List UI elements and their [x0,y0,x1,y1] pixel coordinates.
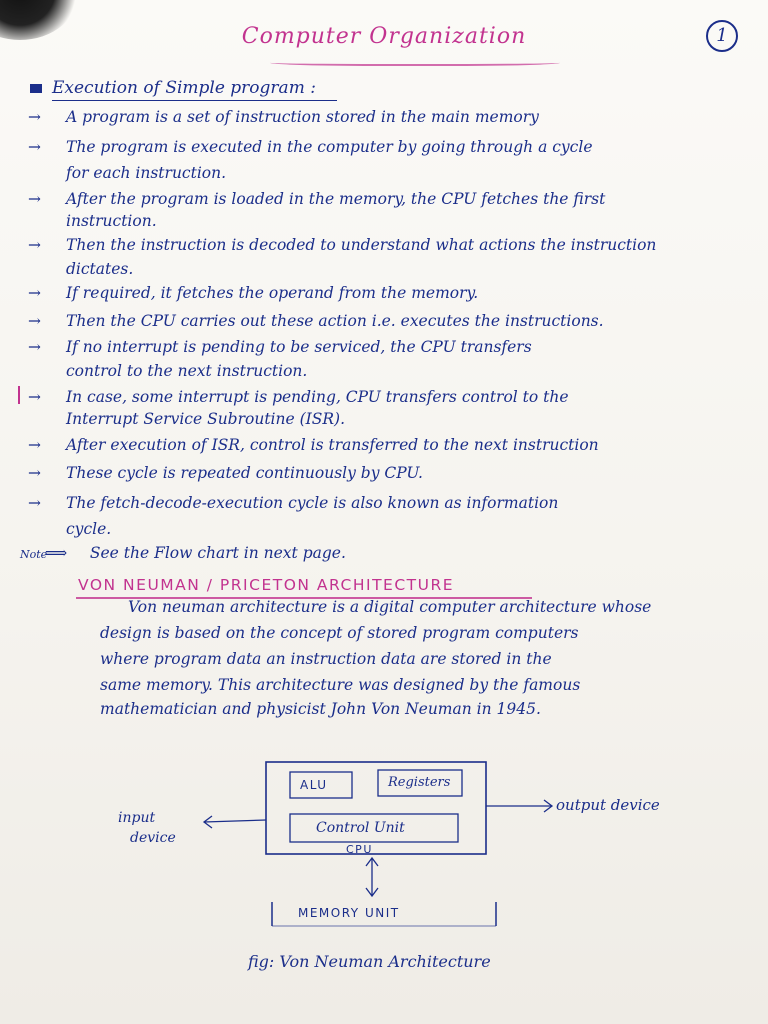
figure-caption: fig: Von Neuman Architecture [248,952,491,971]
bullet-line [28,212,157,230]
bullet-line [28,190,605,208]
bullet-text: for each instruction. [66,164,227,182]
paragraph-line: mathematician and physicist John Von Neuman in 1945. [100,700,541,718]
registers-label: Registers [388,775,451,790]
bullet-text: In case, some interrupt is pending, CPU transfers control to the [66,388,569,406]
bullet-text: Then the instruction is decoded to understand what actions the instruction [66,236,657,254]
cpu-memory-arrowhead-down [366,888,378,896]
bullet-line [28,284,478,302]
bullet-text: cycle. [66,520,112,538]
bullet-line [28,520,111,538]
bullet-line [28,464,423,482]
heading-bullet-icon [30,84,42,93]
bullet-text: instruction. [66,212,157,230]
bullet-text: These cycle is repeated continuously by CPU. [66,464,423,482]
bullet-line [28,338,532,356]
input-arrowhead [204,816,212,828]
bullet-text: dictates. [66,260,134,278]
title-underline [270,58,560,66]
heading-underline [52,100,337,101]
output-arrowhead [544,800,552,812]
bullet-line [28,436,599,454]
arrow-icon: → [28,108,41,126]
note-text: See the Flow chart in next page. [89,544,346,562]
paragraph-line: Von neuman architecture is a digital computer architecture whose [128,598,652,616]
bullet-text: After execution of ISR, control is transferred to the next instruction [66,436,599,454]
input-label: input [118,810,156,826]
arrow-icon: → [28,190,41,208]
arrow-icon: → [28,236,41,254]
paragraph-line: where program data an instruction data are stored in the [100,650,552,668]
arrow-icon: → [28,464,41,482]
bullet-line [28,138,593,156]
arrow-icon: → [28,138,41,156]
cpu-memory-arrowhead-up [366,858,378,866]
arrow-icon: → [28,494,41,512]
bullet-line [28,362,307,380]
bullet-line [28,260,133,278]
bullet-text: After the program is loaded in the memory, the CPU fetches the first [66,190,606,208]
bullet-text: The program is executed in the computer by going through a cycle [66,138,593,156]
bullet-line [28,236,656,254]
bullet-line [28,410,345,428]
note-tag: Note [20,548,48,561]
section-heading-architecture: VON NEUMAN / PRICETON ARCHITECTURE [78,576,455,594]
arrow-icon: → [28,312,41,330]
alu-label: ALU [300,778,328,792]
bullet-text: Interrupt Service Subroutine (ISR). [66,410,346,428]
note-line [20,544,346,562]
bullet-text: Then the CPU carries out these action i.e. executes the instructions. [66,312,604,330]
bullet-text: control to the next instruction. [66,362,308,380]
bullet-text: If required, it fetches the operand from the memory. [66,284,479,302]
bullet-line [28,108,539,126]
section-heading-execution: Execution of Simple program : [52,78,316,98]
bullet-text: If no interrupt is pending to be serviced, the CPU transfers [66,338,532,356]
input-device-label: device [130,830,176,846]
bullet-line [28,494,558,512]
input-arrow [204,820,266,822]
bullet-line [28,388,569,406]
arrow-icon: → [28,284,41,302]
control-unit-label: Control Unit [316,820,405,836]
paragraph-line: same memory. This architecture was designed by the famous [100,676,581,694]
output-label: output device [556,796,660,814]
bullet-line [28,164,226,182]
page-number: 1 [706,20,738,52]
memory-unit-label: MEMORY UNIT [298,906,400,920]
cpu-box [266,762,486,854]
arrow-icon: → [28,436,41,454]
paragraph-line: design is based on the concept of stored program computers [100,624,579,642]
arrow-icon: → [28,338,41,356]
note-arrow-icon: ⟹ [44,544,68,562]
margin-mark [18,386,20,404]
cpu-label: CPU [346,843,373,856]
page-title: Computer Organization [241,24,527,49]
bullet-text: A program is a set of instruction stored in the main memory [66,108,539,126]
bullet-line [28,312,604,330]
arrow-icon: → [28,388,41,406]
bullet-text: The fetch-decode-execution cycle is also known as information [66,494,559,512]
